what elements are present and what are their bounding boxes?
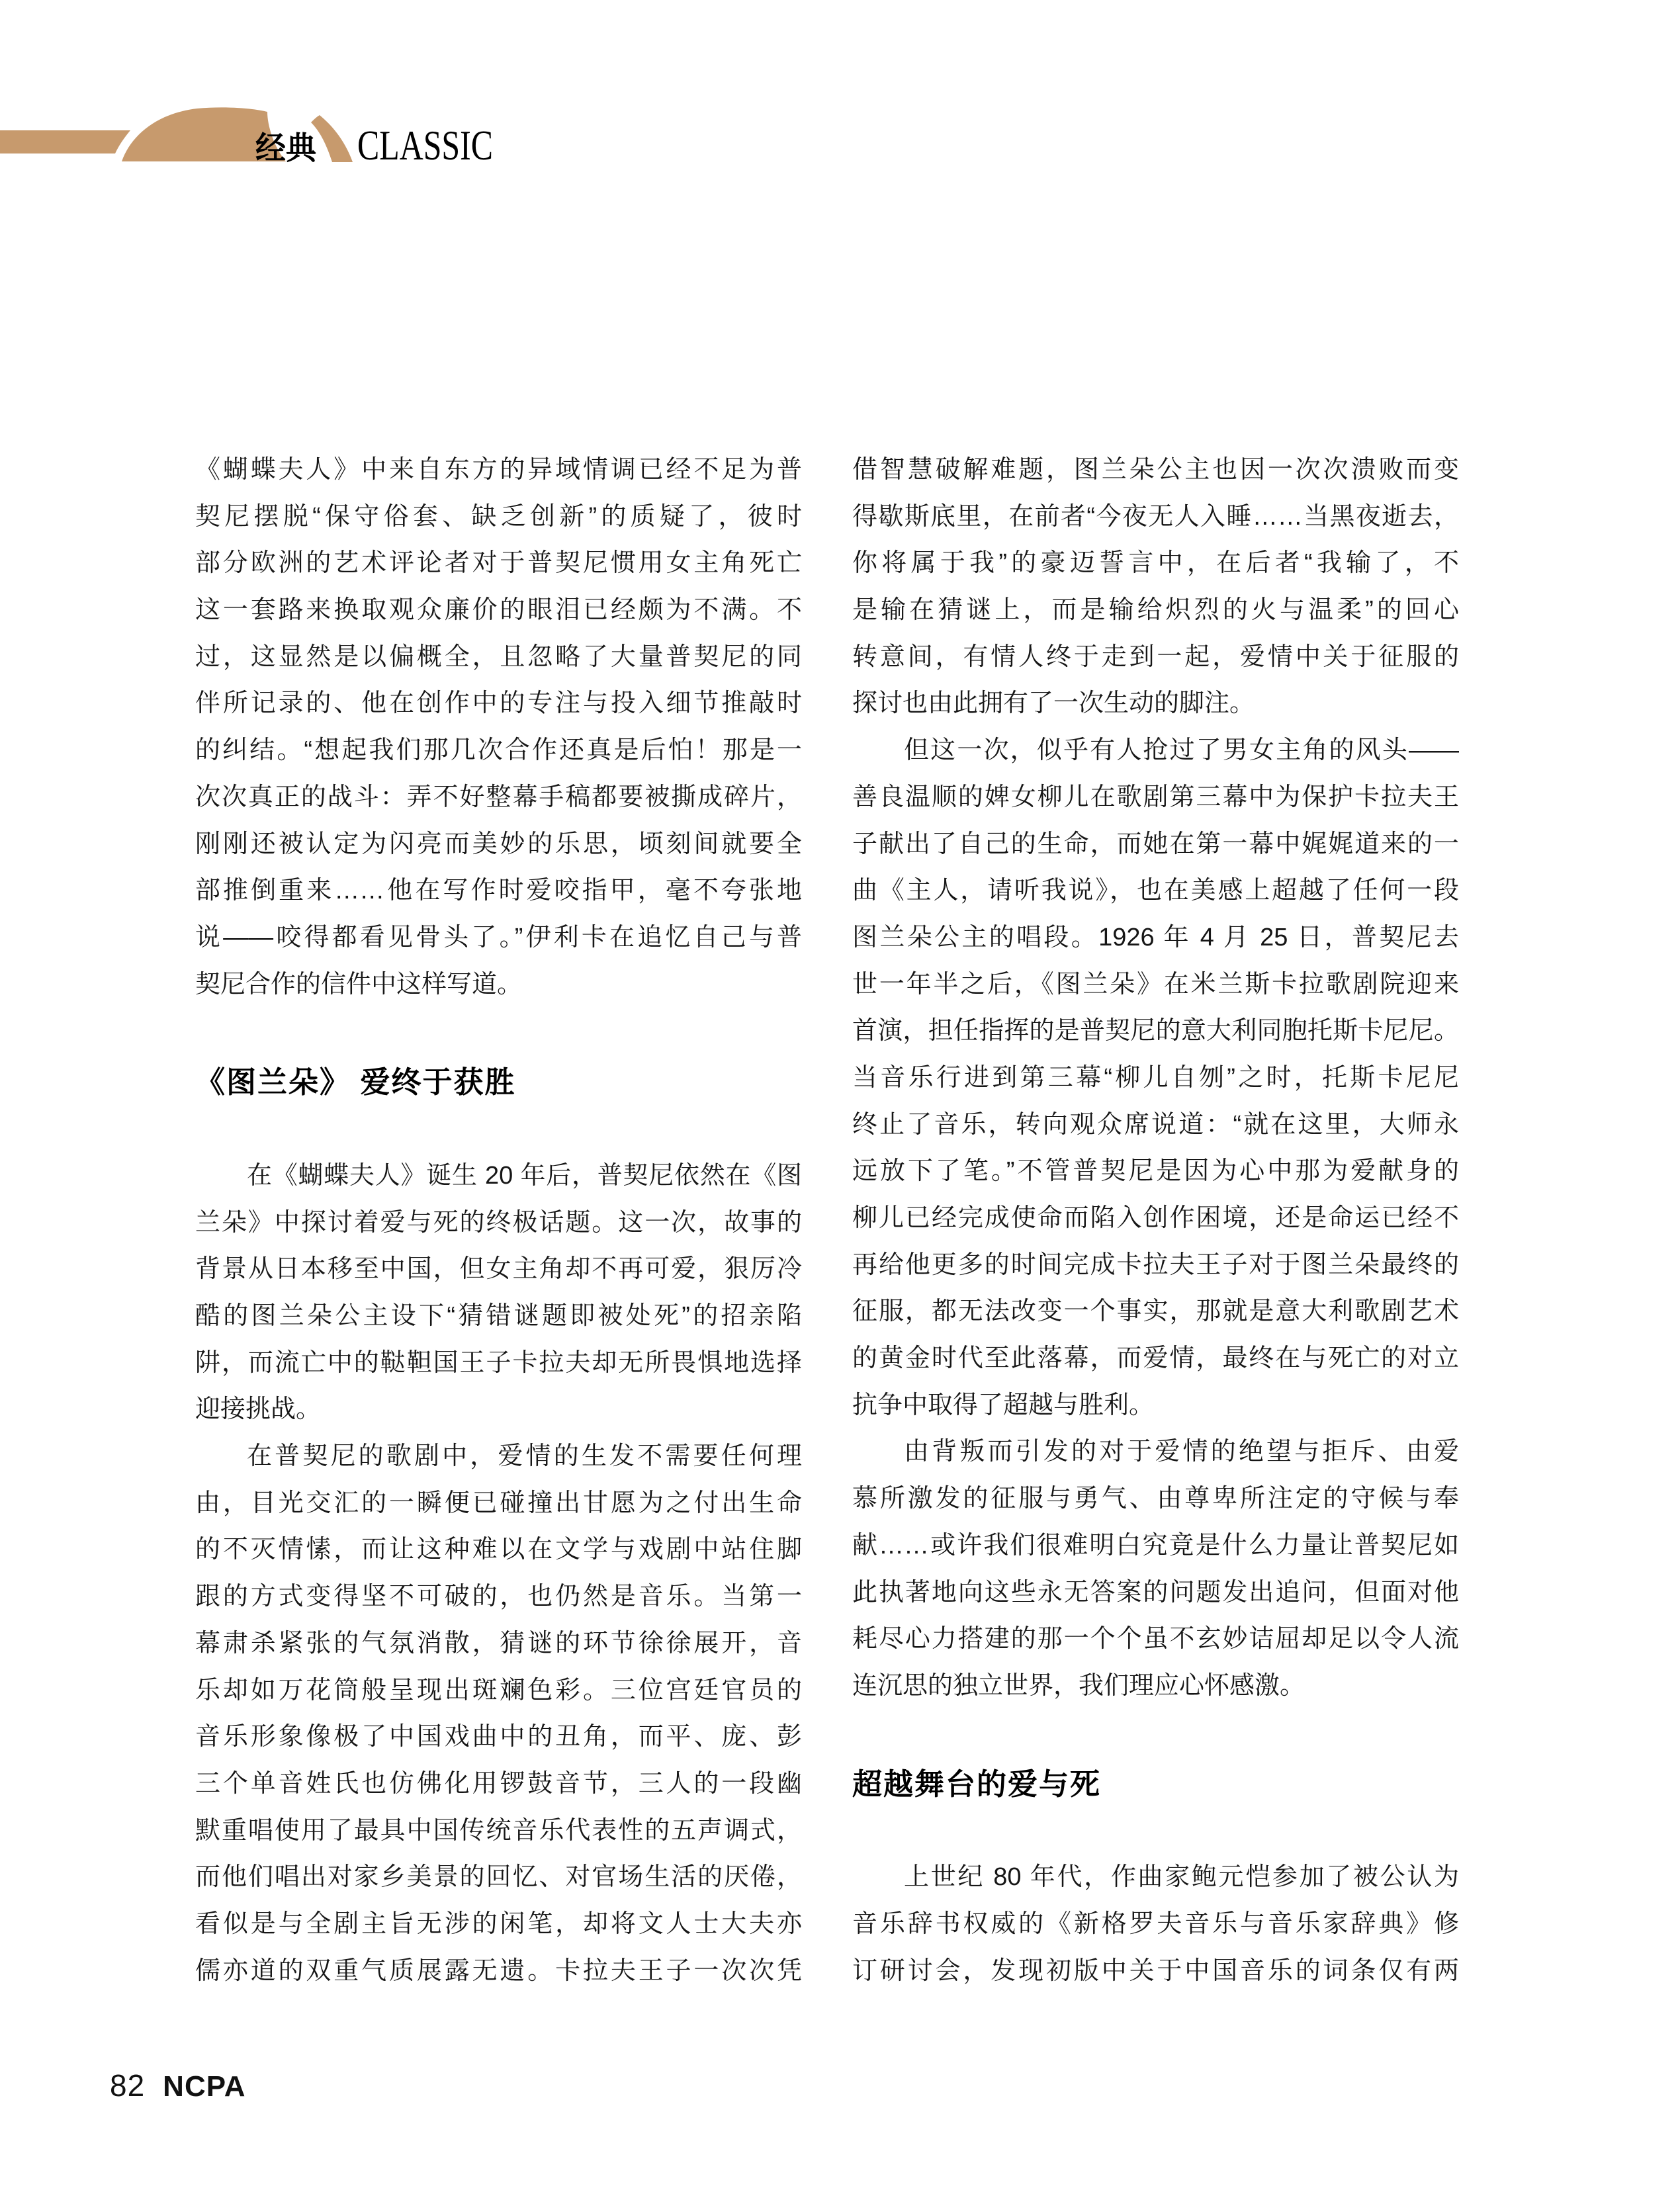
text-line: 说——咬得都看见骨头了。”伊利卡在追忆自己与普 bbox=[195, 923, 802, 951]
text-line: 这一套路来换取观众廉价的眼泪已经颇为不满。不 bbox=[195, 596, 802, 625]
text-line: 上世纪 80 年代，作曲家鲍元恺参加了被公认为 bbox=[904, 1863, 1459, 1892]
text-line: 得歇斯底里，在前者“今夜无人入睡……当黑夜逝去， bbox=[852, 502, 1459, 531]
text-line: 的黄金时代至此落幕，而爱情，最终在与死亡的对立 bbox=[852, 1344, 1459, 1373]
text-line: 背景从日本移至中国，但女主角却不再可爱，狠厉冷 bbox=[195, 1255, 802, 1284]
text-line: 部推倒重来……他在写作时爱咬指甲，毫不夸张地 bbox=[195, 877, 802, 905]
text-line: 慕所激发的征服与勇气、由尊卑所注定的守候与奉 bbox=[852, 1485, 1459, 1513]
text-line: 但这一次，似乎有人抢过了男女主角的风头—— bbox=[904, 736, 1459, 765]
text-line: 兰朵》中探讨着爱与死的终极话题。这一次，故事的 bbox=[195, 1208, 802, 1237]
text-line: 乐却如万花筒般呈现出斑斓色彩。三位宫廷官员的 bbox=[195, 1676, 802, 1704]
text-line: 部分欧洲的艺术评论者对于普契尼惯用女主角死亡 bbox=[195, 549, 802, 578]
text-line: 由，目光交汇的一瞬便已碰撞出甘愿为之付出生命 bbox=[195, 1489, 802, 1517]
page-footer bbox=[110, 2068, 246, 2103]
ncpa-dome-crescent-icon bbox=[311, 115, 353, 162]
text-line: 契尼摆脱“保守俗套、缺乏创新”的质疑了，彼时 bbox=[195, 502, 802, 531]
text-line: 柳儿已经完成使命而陷入创作困境，还是命运已经不 bbox=[852, 1204, 1459, 1232]
text-line: 订研讨会，发现初版中关于中国音乐的词条仅有两 bbox=[852, 1956, 1459, 1985]
text-line: 此执著地向这些永无答案的问题发出追问，但面对他 bbox=[852, 1578, 1459, 1606]
text-line: 由背叛而引发的对于爱情的绝望与拒斥、由爱 bbox=[904, 1438, 1459, 1466]
text-line: 的纠结。“想起我们那几次合作还真是后怕！那是一 bbox=[195, 736, 802, 765]
text-line: 音乐形象像极了中国戏曲中的丑角，而平、庞、彭 bbox=[195, 1723, 802, 1751]
section-heading: 超越舞台的爱与死 bbox=[852, 1767, 1102, 1801]
text-line: 刚刚还被认定为闪亮而美妙的乐思，顷刻间就要全 bbox=[195, 830, 802, 858]
text-line: 看似是与全剧主旨无涉的闲笔，却将文人士大夫亦 bbox=[195, 1909, 802, 1938]
text-line: 远放下了笔。”不管普契尼是因为心中那为爱献身的 bbox=[852, 1157, 1459, 1186]
text-line: 善良温顺的婢女柳儿在歌剧第三幕中为保护卡拉夫王 bbox=[852, 783, 1459, 811]
text-line: 转意间，有情人终于走到一起，爱情中关于征服的 bbox=[852, 642, 1459, 671]
text-line: 儒亦道的双重气质展露无遗。卡拉夫王子一次次凭 bbox=[195, 1956, 802, 1985]
text-line: 你将属于我”的豪迈誓言中，在后者“我输了，不 bbox=[852, 549, 1459, 578]
text-line: 探讨也由此拥有了一次生动的脚注。 bbox=[852, 689, 1255, 718]
text-line: 音乐辞书权威的《新格罗夫音乐与音乐家辞典》修 bbox=[852, 1909, 1459, 1938]
text-line: 连沉思的独立世界，我们理应心怀感激。 bbox=[852, 1671, 1305, 1700]
header-bar bbox=[0, 130, 130, 153]
text-line: 而他们唱出对家乡美景的回忆、对官场生活的厌倦， bbox=[195, 1863, 802, 1892]
text-line: 契尼合作的信件中这样写道。 bbox=[195, 970, 523, 998]
text-line: 幕肃杀紧张的气氛消散，猜谜的环节徐徐展开，音 bbox=[195, 1629, 802, 1657]
page-number: 82 bbox=[110, 2068, 146, 2103]
text-line: 跟的方式变得坚不可破的，也仍然是音乐。当第一 bbox=[195, 1583, 802, 1611]
text-line: 三个单音姓氏也仿佛化用锣鼓音节，三人的一段幽 bbox=[195, 1769, 802, 1798]
header-logo bbox=[0, 0, 1680, 218]
text-line: 借智慧破解难题，图兰朵公主也因一次次溃败而变 bbox=[852, 456, 1459, 484]
text-line: 次次真正的战斗：弄不好整幕手稿都要被撕成碎片， bbox=[195, 783, 802, 811]
text-line: 首演，担任指挥的是普契尼的意大利同胞托斯卡尼尼。 bbox=[852, 1017, 1459, 1045]
text-line: 是输在猜谜上，而是输给炽烈的火与温柔”的回心 bbox=[852, 596, 1459, 625]
text-line: 阱，而流亡中的鞑靼国王子卡拉夫却无所畏惧地选择 bbox=[195, 1348, 802, 1377]
text-line: 献……或许我们很难明白究竟是什么力量让普契尼如 bbox=[852, 1531, 1459, 1559]
text-line: 在《蝴蝶夫人》诞生 20 年后，普契尼依然在《图 bbox=[247, 1161, 802, 1190]
text-line: 再给他更多的时间完成卡拉夫王子对于图兰朵最终的 bbox=[852, 1250, 1459, 1279]
text-line: 当音乐行进到第三幕“柳儿自刎”之时，托斯卡尼尼 bbox=[852, 1063, 1459, 1092]
text-line: 图兰朵公主的唱段。1926 年 4 月 25 日，普契尼去 bbox=[852, 923, 1459, 951]
brand-ncpa: NCPA bbox=[163, 2070, 246, 2103]
text-line: 伴所记录的、他在创作中的专注与投入细节推敲时 bbox=[195, 689, 802, 718]
text-line: 迎接挑战。 bbox=[195, 1395, 322, 1424]
text-line: 曲《主人，请听我说》，也在美感上超越了任何一段 bbox=[852, 877, 1459, 905]
text-line: 终止了音乐，转向观众席说道：“就在这里，大师永 bbox=[852, 1110, 1459, 1139]
text-line: 过，这显然是以偏概全，且忽略了大量普契尼的同 bbox=[195, 642, 802, 671]
section-title-en: CLASSIC bbox=[357, 122, 493, 169]
text-line: 在普契尼的歌剧中，爱情的生发不需要任何理 bbox=[247, 1442, 802, 1471]
article-column-left bbox=[195, 447, 802, 1994]
text-line: 的不灭情愫，而让这种难以在文学与戏剧中站住脚 bbox=[195, 1536, 802, 1564]
text-line: 默重唱使用了最具中国传统音乐代表性的五声调式， bbox=[195, 1816, 802, 1845]
section-title-cn: 经典 bbox=[255, 130, 318, 167]
article-column-right bbox=[852, 447, 1459, 1994]
text-line: 世一年半之后，《图兰朵》在米兰斯卡拉歌剧院迎来 bbox=[852, 970, 1459, 998]
text-line: 子献出了自己的生命，而她在第一幕中娓娓道来的一 bbox=[852, 830, 1459, 858]
text-line: 抗争中取得了超越与胜利。 bbox=[852, 1391, 1155, 1419]
text-line: 酷的图兰朵公主设下“猜错谜题即被处死”的招亲陷 bbox=[195, 1302, 802, 1330]
text-line: 征服，都无法改变一个事实，那就是意大利歌剧艺术 bbox=[852, 1297, 1459, 1326]
text-line: 耗尽心力搭建的那一个个虽不玄妙诘屈却足以令人流 bbox=[852, 1625, 1459, 1653]
section-heading: 《图兰朵》 爱终于获胜 bbox=[195, 1065, 516, 1100]
text-line: 《蝴蝶夫人》中来自东方的异域情调已经不足为普 bbox=[195, 456, 802, 484]
